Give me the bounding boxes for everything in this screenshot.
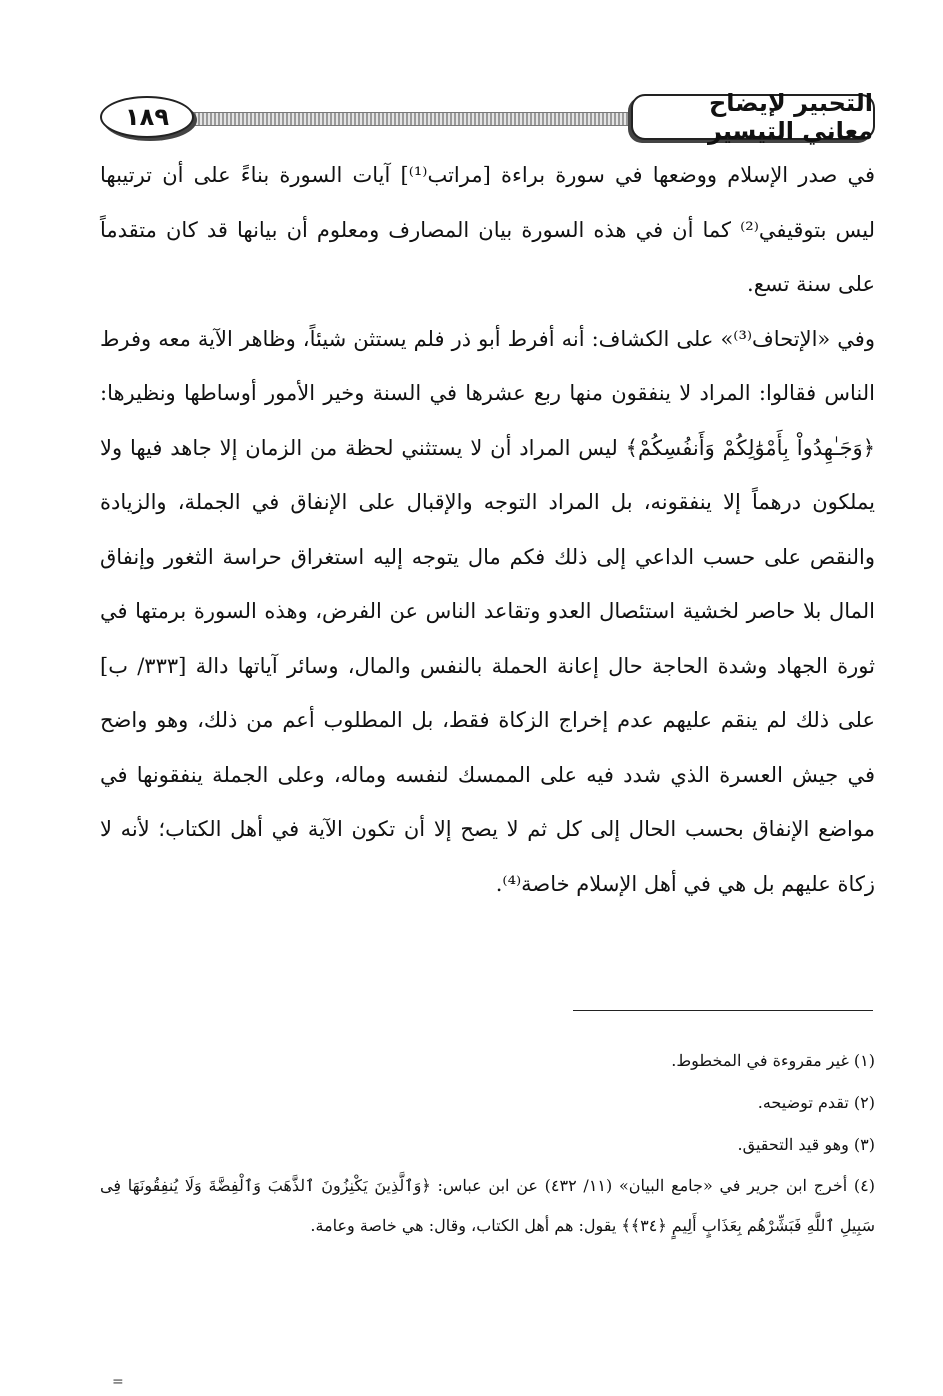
header-title-box [631, 89, 875, 145]
main-text [100, 148, 875, 911]
footnote: (٤) أخرج ابن جرير في «جامع البيان» (١١/ ٤٣٢) عن ابن عباس: ﴿وَٱلَّذِينَ يَكْنِزُونَ ٱلذَّهَبَ وَٱلْفِضَّةَ وَلَا يُنفِقُونَهَا فِى سَبِيلِ ٱللَّهِ فَبَشِّرْهُم بِعَذَابٍ أَلِيمٍ ﴿٣٤﴾﴾ يقول: هم أهل الكتاب، وقال: هي خاصة وعامة. [100, 1176, 876, 1235]
footnote: (٣) وهو قيد التحقيق. [737, 1135, 875, 1154]
paragraph: في صدر الإسلام ووضعها في سورة براءة [مراتب⁽¹⁾] آيات السورة بناءً على أن ترتيبها ليس بتوقيفي⁽²⁾ كما أن في هذه السورة بيان المصارف ومعلوم أن بيانها قد كان متقدماً على سنة تسع. [100, 163, 875, 296]
footnote-divider [573, 1010, 873, 1011]
page-number: ١٨٩ [125, 103, 169, 131]
header-ornament-rule [170, 112, 635, 126]
book-title: التحبير لإيضاح معاني التيسير [707, 89, 873, 145]
page-header [100, 89, 875, 145]
footnote: (٢) تقدم توضيحه. [757, 1093, 875, 1112]
page-number-oval [100, 96, 194, 138]
bottom-mark: = [112, 1374, 124, 1390]
footnotes [100, 1040, 875, 1246]
footnote: (١) غير مقروءة في المخطوط. [671, 1051, 875, 1070]
paragraph: وفي «الإتحاف⁽³⁾» على الكشاف: أنه أفرط أبو ذر فلم يستثن شيئاً، وظاهر الآية معه وفرط الناس فقالوا: المراد لا ينفقون منها ربع عشرها في السنة وخير الأمور أوساطها ونظيرها: ﴿وَجَـٰهِدُواْ بِأَمْوَٰلِكُمْ وَأَنفُسِكُمْ﴾ ليس المراد أن لا يستثني لحظة من الزمان إلا جاهد فيها ولا يملكون درهماً إلا ينفقونه، بل المراد التوجه والإقبال على الإنفاق في الجملة، والزيادة والنقص على حسب الداعي إلى ذلك فكم مال يتوجه إليه استغراق حراسة الثغور وإنفاق المال بلا حاصر لخشية استئصال العدو وتقاعد الناس عن الفرض، وهذه السورة برمتها في ثورة الجهاد وشدة الحاجة حال إعانة الحملة بالنفس والمال، وسائر آياتها دالة [٣٣٣/ ب] على ذلك لم ينقم عليهم عدم إخراج الزكاة فقط، بل المطلوب أعم من ذلك، وهو واضح في جيش العسرة الذي شدد فيه على الممسك لنفسه وماله، وعلى الجملة ينفقونها في مواضع الإنفاق بحسب الحال إلى كل ثم لا يصح إلا أن تكون الآية في أهل الكتاب؛ لأنه لا زكاة عليهم بل هي في أهل الإسلام خاصة⁽⁴⁾. [100, 326, 876, 896]
